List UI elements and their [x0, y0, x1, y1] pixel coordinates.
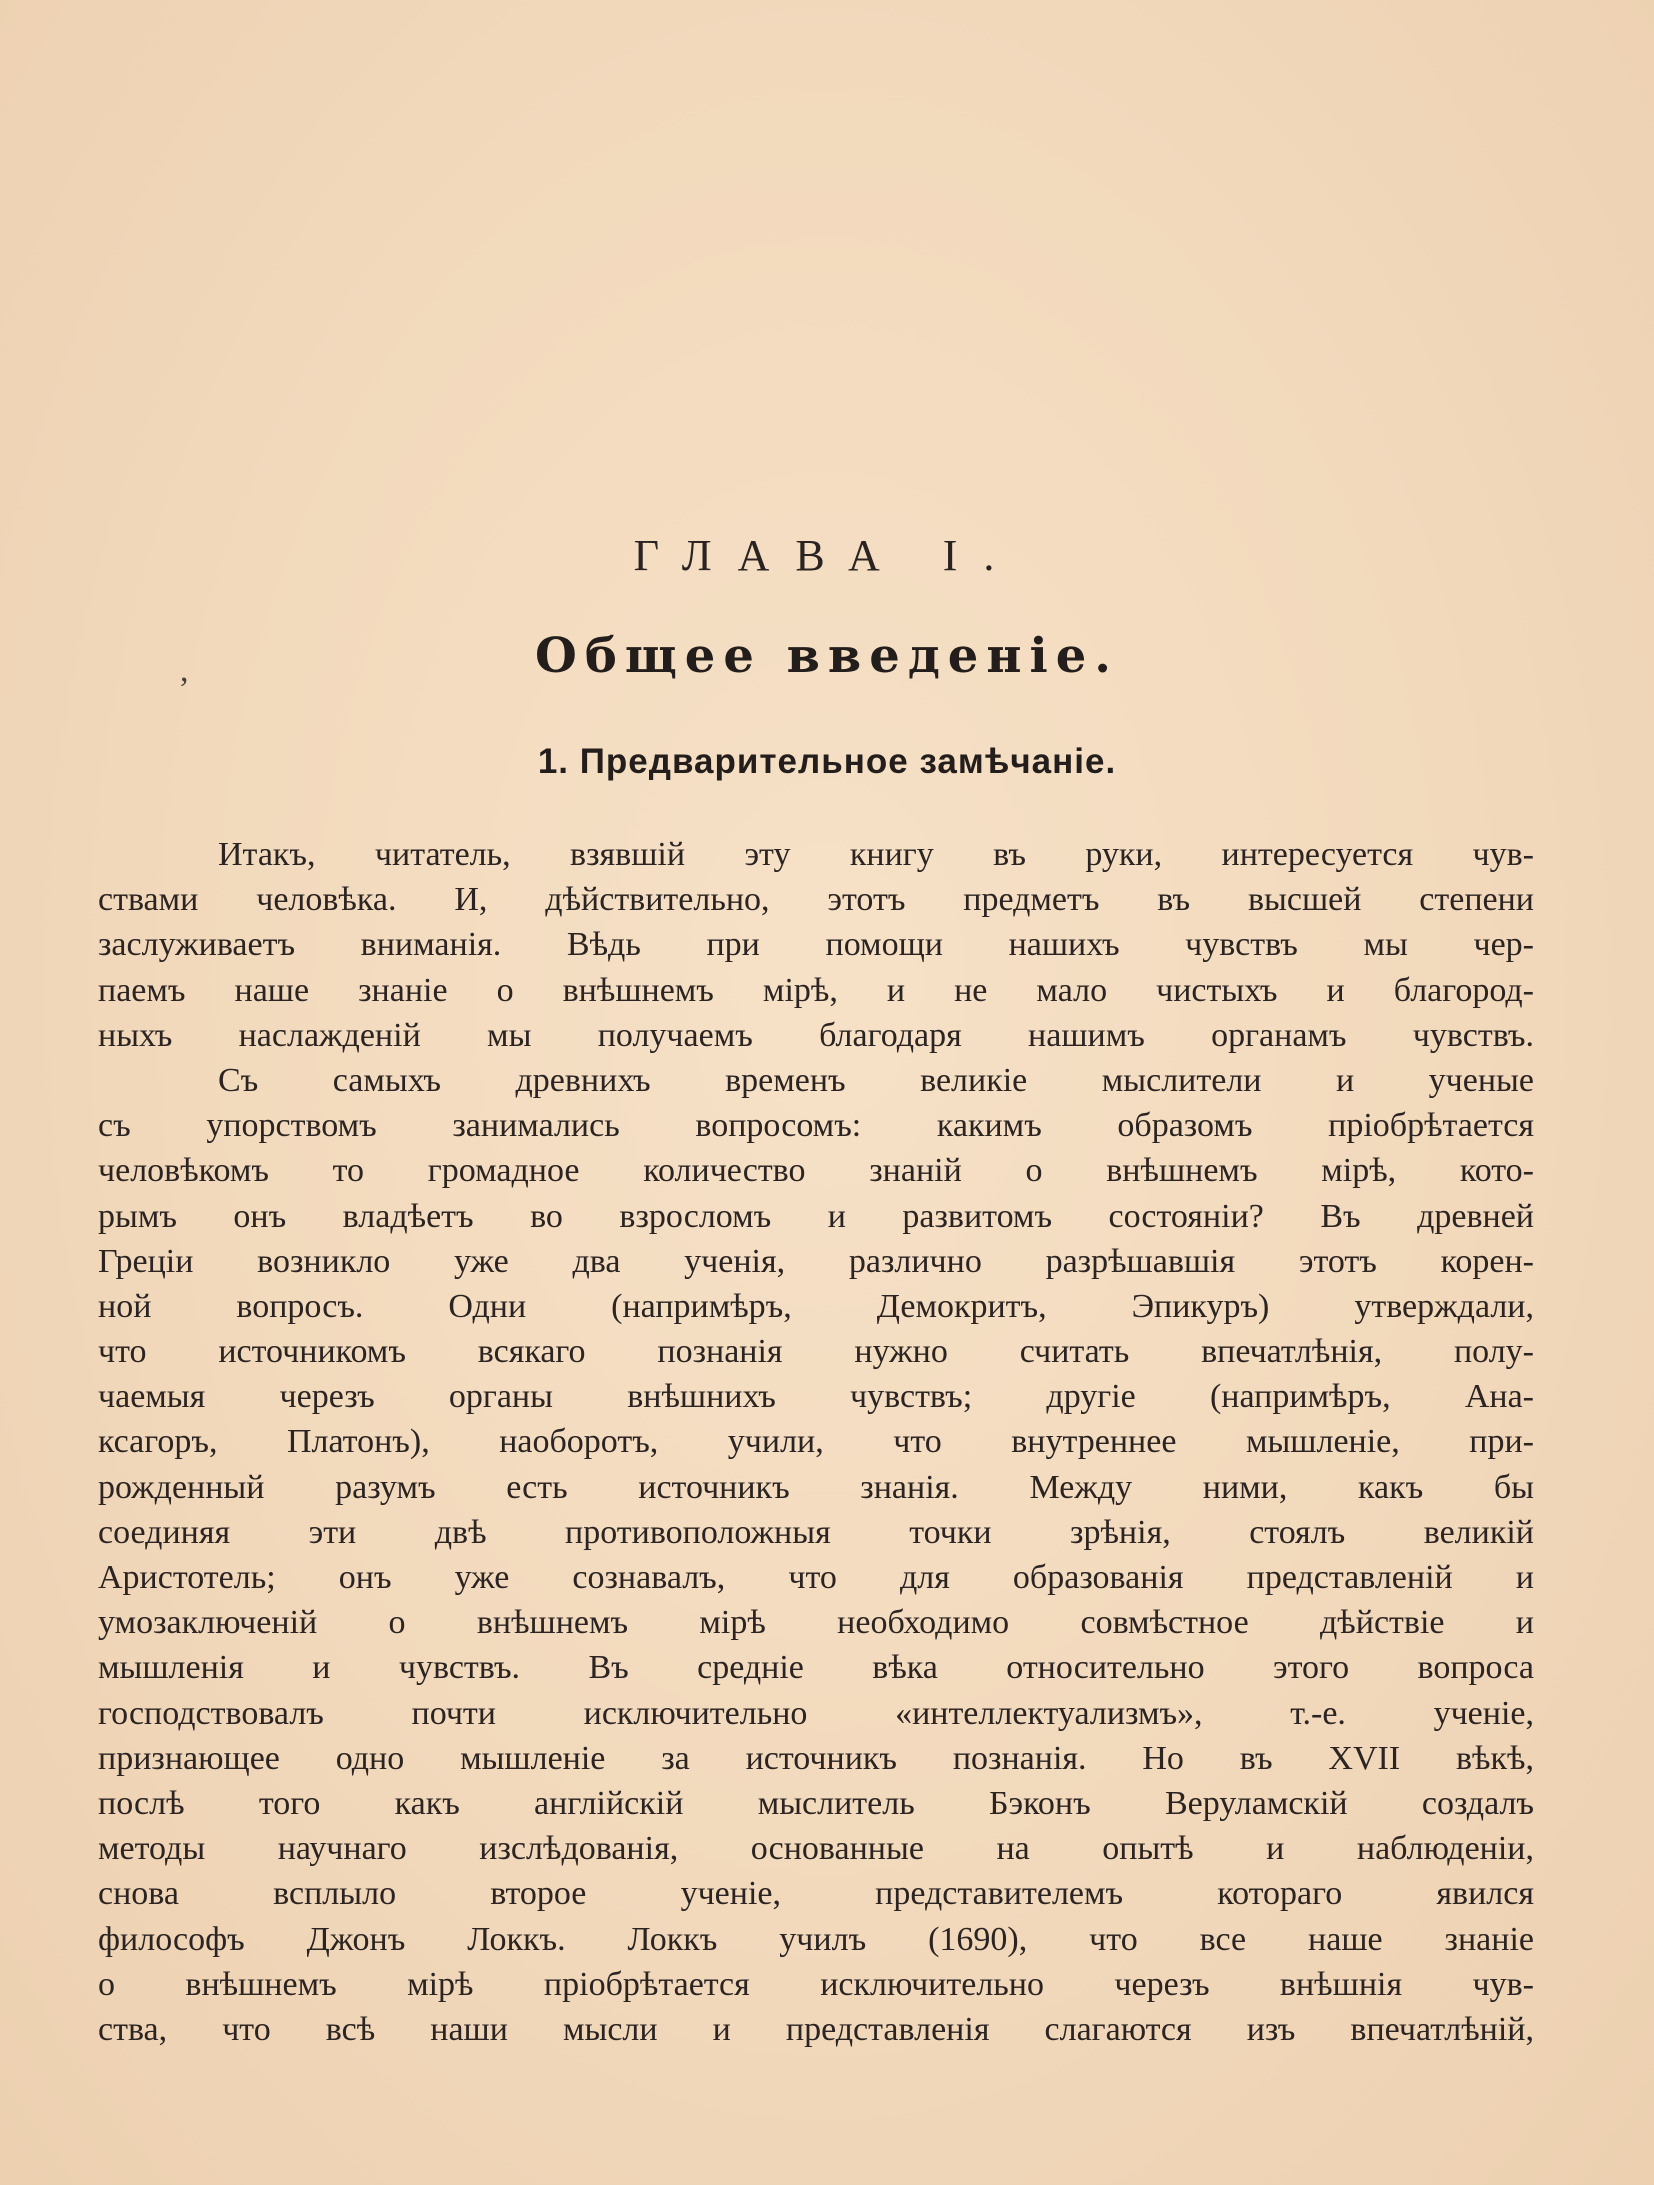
stray-print-mark: ,	[180, 652, 189, 689]
body-line: философъ Джонъ Локкъ. Локкъ училъ (1690), что все наше знаніе	[98, 1920, 1534, 1958]
body-line: Греціи возникло уже два ученія, различно разрѣшавшія этотъ корен-	[98, 1242, 1534, 1280]
body-line: методы научнаго изслѣдованія, основанные на опытѣ и наблюденіи,	[98, 1830, 1534, 1868]
body-line: рожденный разумъ есть источникъ знанія. Между ними, какъ бы	[98, 1468, 1534, 1506]
body-line: человѣкомъ то громадное количество знаній о внѣшнемъ мірѣ, кото-	[98, 1152, 1534, 1190]
body-line: ксагоръ, Платонъ), наоборотъ, учили, что внутреннее мышленіе, при-	[98, 1423, 1534, 1461]
body-line: Аристотель; онъ уже сознавалъ, что для образованія представленій и	[98, 1559, 1534, 1596]
body-line: съ упорствомъ занимались вопросомъ: какимъ образомъ пріобрѣтается	[98, 1107, 1534, 1145]
body-line: рымъ онъ владѣетъ во взросломъ и развитомъ состояніи? Въ древней	[98, 1197, 1534, 1235]
body-line: о внѣшнемъ мірѣ пріобрѣтается исключительно черезъ внѣшнія чув-	[98, 1965, 1534, 2003]
body-line: признающее одно мышленіе за источникъ познанія. Но въ XVII вѣкѣ,	[98, 1739, 1534, 1777]
body-line: ствами человѣка. И, дѣйствительно, этотъ предметъ въ высшей степени	[98, 881, 1534, 919]
body-line: Итакъ, читатель, взявшій эту книгу въ руки, интересуется чув-	[218, 836, 1534, 873]
body-line: паемъ наше знаніе о внѣшнемъ мірѣ, и не мало чистыхъ и благород-	[98, 971, 1534, 1009]
chapter-title: Общее введеніе.	[535, 628, 1119, 684]
body-line: ныхъ наслажденій мы получаемъ благодаря нашимъ органамъ чувствъ.	[98, 1016, 1534, 1054]
body-line: ной вопросъ. Одни (напримѣръ, Демокритъ, Эпикуръ) утверждали,	[98, 1287, 1534, 1325]
body-text	[98, 832, 1534, 2052]
chapter-heading: ГЛАВА I.	[633, 531, 1021, 580]
body-line: заслуживаетъ вниманія. Вѣдь при помощи нашихъ чувствъ мы чер-	[98, 926, 1534, 964]
body-line: умозаключеній о внѣшнемъ мірѣ необходимо совмѣстное дѣйствіе и	[98, 1604, 1534, 1642]
body-line: Съ самыхъ древнихъ временъ великіе мыслители и ученые	[218, 1061, 1534, 1099]
body-line: мышленія и чувствъ. Въ средніе вѣка относительно этого вопроса	[98, 1649, 1534, 1687]
body-line: чаемыя черезъ органы внѣшнихъ чувствъ; другіе (напримѣръ, Ана-	[98, 1378, 1534, 1416]
body-line: ства, что всѣ наши мысли и представленія слагаются изъ впечатлѣній,	[98, 2010, 1534, 2048]
section-title: 1. Предварительное замѣчаніе.	[537, 742, 1117, 781]
body-line: что источникомъ всякаго познанія нужно считать впечатлѣнія, полу-	[98, 1333, 1534, 1371]
body-line: господствовалъ почти исключительно «интеллектуализмъ», т.-е. ученіе,	[98, 1694, 1534, 1732]
body-line: снова всплыло второе ученіе, представителемъ котораго явился	[98, 1875, 1534, 1913]
body-line: соединяя эти двѣ противоположныя точки зрѣнія, стоялъ великій	[98, 1513, 1534, 1551]
body-line: послѣ того какъ англійскій мыслитель Бэконъ Веруламскій создалъ	[98, 1784, 1534, 1822]
